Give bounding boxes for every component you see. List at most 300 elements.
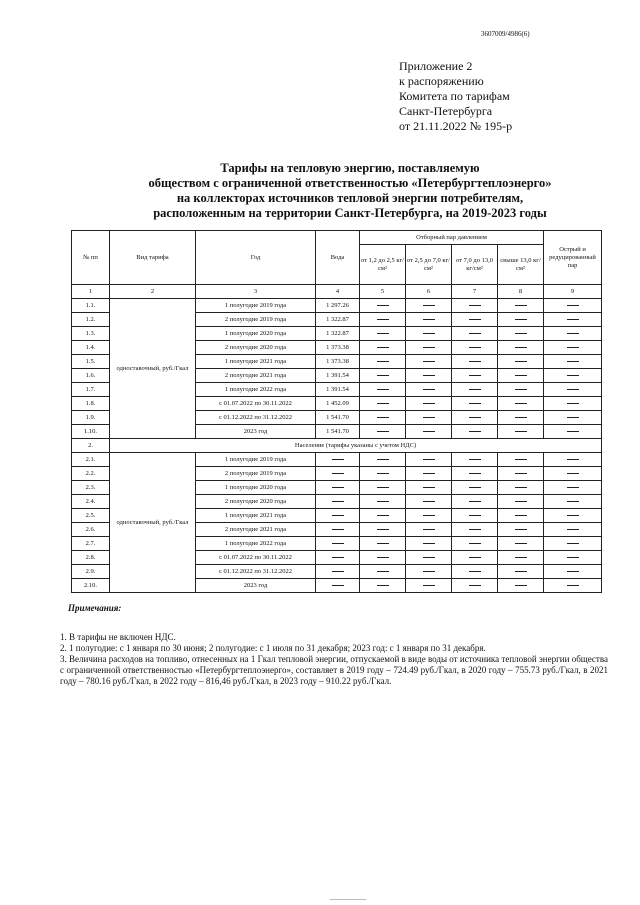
tariffs-table <box>71 230 602 593</box>
empty-value <box>406 383 452 397</box>
dash-mark <box>469 473 481 474</box>
empty-value <box>452 299 498 313</box>
empty-value <box>316 453 360 467</box>
dash-mark <box>567 389 579 390</box>
dash-mark <box>423 473 435 474</box>
empty-value <box>452 467 498 481</box>
row-period: 2 полугодие 2020 года <box>196 495 316 509</box>
empty-value <box>498 411 544 425</box>
dash-mark <box>515 585 527 586</box>
empty-value <box>316 509 360 523</box>
row-number: 2.9. <box>72 565 110 579</box>
empty-value <box>544 313 602 327</box>
table-row <box>72 299 602 313</box>
empty-value <box>406 369 452 383</box>
dash-mark <box>332 585 344 586</box>
appendix-block <box>399 59 512 134</box>
dash-mark <box>469 459 481 460</box>
empty-value <box>316 481 360 495</box>
empty-value <box>452 411 498 425</box>
empty-value <box>360 299 406 313</box>
dash-mark <box>469 403 481 404</box>
dash-mark <box>515 487 527 488</box>
empty-value <box>498 509 544 523</box>
dash-mark <box>377 417 389 418</box>
row-number: 2.8. <box>72 551 110 565</box>
dash-mark <box>515 361 527 362</box>
dash-mark <box>567 487 579 488</box>
row-period: 1 полугодие 2019 года <box>196 453 316 467</box>
row-number: 1.8. <box>72 397 110 411</box>
dash-mark <box>515 347 527 348</box>
dash-mark <box>469 305 481 306</box>
column-number-row <box>72 285 602 299</box>
empty-value <box>406 481 452 495</box>
dash-mark <box>469 515 481 516</box>
water-tariff: 1 452.09 <box>316 397 360 411</box>
column-number: 7 <box>452 285 498 299</box>
header-sharp-steam: Острый и редуцированный пар <box>544 231 602 285</box>
section-title: Население (тарифы указаны с учетом НДС) <box>110 439 602 453</box>
dash-mark <box>469 417 481 418</box>
empty-value <box>544 299 602 313</box>
empty-value <box>406 425 452 439</box>
empty-value <box>544 481 602 495</box>
empty-value <box>360 411 406 425</box>
empty-value <box>316 495 360 509</box>
dash-mark <box>469 529 481 530</box>
dash-mark <box>377 347 389 348</box>
empty-value <box>360 425 406 439</box>
empty-value <box>406 565 452 579</box>
empty-value <box>360 467 406 481</box>
dash-mark <box>377 375 389 376</box>
empty-value <box>544 341 602 355</box>
empty-value <box>544 565 602 579</box>
empty-value <box>544 411 602 425</box>
section-number: 2. <box>72 439 110 453</box>
empty-value <box>406 453 452 467</box>
dash-mark <box>423 487 435 488</box>
empty-value <box>360 537 406 551</box>
dash-mark <box>332 571 344 572</box>
dash-mark <box>469 571 481 572</box>
dash-mark <box>423 333 435 334</box>
column-number: 8 <box>498 285 544 299</box>
empty-value <box>544 509 602 523</box>
empty-value <box>452 509 498 523</box>
empty-value <box>498 467 544 481</box>
empty-value <box>498 355 544 369</box>
dash-mark <box>469 557 481 558</box>
dash-mark <box>423 459 435 460</box>
dash-mark <box>332 459 344 460</box>
empty-value <box>406 355 452 369</box>
empty-value <box>544 467 602 481</box>
dash-mark <box>423 543 435 544</box>
row-number: 1.10. <box>72 425 110 439</box>
dash-mark <box>469 375 481 376</box>
empty-value <box>498 495 544 509</box>
dash-mark <box>423 585 435 586</box>
empty-value <box>360 355 406 369</box>
row-period: 2 полугодие 2019 года <box>196 313 316 327</box>
dash-mark <box>567 543 579 544</box>
appendix-line: к распоряжению <box>399 74 484 88</box>
dash-mark <box>377 361 389 362</box>
dash-mark <box>469 361 481 362</box>
dash-mark <box>515 571 527 572</box>
dash-mark <box>377 319 389 320</box>
dash-mark <box>567 515 579 516</box>
row-number: 2.10. <box>72 579 110 593</box>
dash-mark <box>423 431 435 432</box>
empty-value <box>544 327 602 341</box>
empty-value <box>452 565 498 579</box>
empty-value <box>316 537 360 551</box>
water-tariff: 1 373.38 <box>316 341 360 355</box>
empty-value <box>316 579 360 593</box>
dash-mark <box>515 459 527 460</box>
note-item: 1. В тарифы не включен НДС. <box>60 632 176 642</box>
empty-value <box>406 495 452 509</box>
header-num: № пп <box>72 231 110 285</box>
row-period: с 01.07.2022 по 30.11.2022 <box>196 551 316 565</box>
empty-value <box>544 551 602 565</box>
dash-mark <box>377 487 389 488</box>
tariff-category: одноставочный, руб./Гкал <box>110 453 196 593</box>
empty-value <box>452 551 498 565</box>
dash-mark <box>515 473 527 474</box>
dash-mark <box>515 529 527 530</box>
dash-mark <box>377 305 389 306</box>
empty-value <box>498 327 544 341</box>
empty-value <box>498 299 544 313</box>
row-period: 1 полугодие 2021 года <box>196 509 316 523</box>
row-period: 1 полугодие 2020 года <box>196 481 316 495</box>
dash-mark <box>377 543 389 544</box>
row-period: с 01.07.2022 по 30.11.2022 <box>196 397 316 411</box>
table-row <box>72 453 602 467</box>
empty-value <box>544 537 602 551</box>
empty-value <box>316 551 360 565</box>
dash-mark <box>377 389 389 390</box>
dash-mark <box>423 515 435 516</box>
column-number: 1 <box>72 285 110 299</box>
dash-mark <box>469 347 481 348</box>
empty-value <box>544 523 602 537</box>
row-period: 1 полугодие 2020 года <box>196 327 316 341</box>
note-item: 3. Величина расходов на топливо, отнесенных на 1 Гкал тепловой энергии, отпускаемой в виде воды от источника тепловой энергии общества с ограниченной ответственностью «Петербургтеплоэнерго», составляет в 2019 году – 724.49 руб./Гкал, в 2020 году – 755.73 руб./Гкал, в 2021 году – 780.16 руб./Гкал, в 2022 году – 816,46 руб./Гкал, в 2023 году – 910.22 руб./Гкал. <box>60 654 608 686</box>
empty-value <box>452 537 498 551</box>
dash-mark <box>332 515 344 516</box>
dash-mark <box>469 319 481 320</box>
dash-mark <box>423 375 435 376</box>
dash-mark <box>377 333 389 334</box>
empty-value <box>360 453 406 467</box>
title-line: на коллекторах источников тепловой энергии потребителям, <box>176 191 524 205</box>
appendix-line: Санкт-Петербурга <box>399 104 493 118</box>
empty-value <box>360 383 406 397</box>
dash-mark <box>515 389 527 390</box>
column-number: 9 <box>544 285 602 299</box>
row-number: 2.5. <box>72 509 110 523</box>
row-period: 1 полугодие 2021 года <box>196 355 316 369</box>
dash-mark <box>567 319 579 320</box>
empty-value <box>406 537 452 551</box>
dash-mark <box>332 501 344 502</box>
empty-value <box>316 467 360 481</box>
row-number: 1.4. <box>72 341 110 355</box>
column-number: 4 <box>316 285 360 299</box>
header-water: Вода <box>316 231 360 285</box>
dash-mark <box>567 501 579 502</box>
row-period: с 01.12.2022 по 31.12.2022 <box>196 565 316 579</box>
title-line: расположенным на территории Санкт-Петербурга, на 2019-2023 годы <box>153 206 547 220</box>
dash-mark <box>423 571 435 572</box>
empty-value <box>544 425 602 439</box>
row-number: 1.7. <box>72 383 110 397</box>
empty-value <box>452 355 498 369</box>
empty-value <box>452 481 498 495</box>
empty-value <box>498 453 544 467</box>
row-period: 2 полугодие 2021 года <box>196 369 316 383</box>
row-number: 2.3. <box>72 481 110 495</box>
water-tariff: 1 322.87 <box>316 327 360 341</box>
dash-mark <box>332 543 344 544</box>
notes-block <box>60 603 608 687</box>
empty-value <box>360 509 406 523</box>
section-header-row <box>72 439 602 453</box>
empty-value <box>360 481 406 495</box>
empty-value <box>360 495 406 509</box>
empty-value <box>360 565 406 579</box>
dash-mark <box>515 543 527 544</box>
header-steam-1: от 1,2 до 2,5 кг/см² <box>360 245 406 285</box>
water-tariff: 1 541.70 <box>316 425 360 439</box>
water-tariff: 1 391.54 <box>316 369 360 383</box>
empty-value <box>316 565 360 579</box>
column-number: 5 <box>360 285 406 299</box>
empty-value <box>406 397 452 411</box>
dash-mark <box>377 459 389 460</box>
empty-value <box>452 453 498 467</box>
dash-mark <box>469 501 481 502</box>
empty-value <box>360 397 406 411</box>
empty-value <box>498 537 544 551</box>
dash-mark <box>567 571 579 572</box>
dash-mark <box>423 347 435 348</box>
empty-value <box>406 411 452 425</box>
dash-mark <box>567 333 579 334</box>
dash-mark <box>423 403 435 404</box>
header-tariff-type: Вид тарифа <box>110 231 196 285</box>
row-number: 1.3. <box>72 327 110 341</box>
empty-value <box>452 397 498 411</box>
header-steam-2: от 2,5 до 7,0 кг/см² <box>406 245 452 285</box>
dash-mark <box>567 431 579 432</box>
dash-mark <box>423 389 435 390</box>
dash-mark <box>515 557 527 558</box>
row-number: 2.6. <box>72 523 110 537</box>
water-tariff: 1 391.54 <box>316 383 360 397</box>
dash-mark <box>423 417 435 418</box>
dash-mark <box>469 585 481 586</box>
water-tariff: 1 297.26 <box>316 299 360 313</box>
dash-mark <box>377 515 389 516</box>
dash-mark <box>377 431 389 432</box>
row-period: 2 полугодие 2021 года <box>196 523 316 537</box>
empty-value <box>544 579 602 593</box>
row-number: 1.1. <box>72 299 110 313</box>
dash-mark <box>515 403 527 404</box>
empty-value <box>452 579 498 593</box>
row-number: 1.6. <box>72 369 110 383</box>
row-number: 2.4. <box>72 495 110 509</box>
dash-mark <box>377 529 389 530</box>
dash-mark <box>469 333 481 334</box>
dash-mark <box>332 557 344 558</box>
notes-title: Примечания: <box>68 603 122 613</box>
dash-mark <box>567 459 579 460</box>
empty-value <box>406 523 452 537</box>
empty-value <box>406 299 452 313</box>
appendix-line: от 21.11.2022 № 195-р <box>399 119 513 133</box>
dash-mark <box>332 529 344 530</box>
header-steam-group: Отборный пар давлением <box>360 231 544 245</box>
dash-mark <box>469 431 481 432</box>
dash-mark <box>515 431 527 432</box>
dash-mark <box>515 333 527 334</box>
empty-value <box>406 551 452 565</box>
empty-value <box>498 551 544 565</box>
empty-value <box>452 369 498 383</box>
dash-mark <box>423 319 435 320</box>
appendix-line: Комитета по тарифам <box>399 89 510 103</box>
dash-mark <box>515 305 527 306</box>
column-number: 3 <box>196 285 316 299</box>
dash-mark <box>567 361 579 362</box>
dash-mark <box>515 319 527 320</box>
row-number: 2.1. <box>72 453 110 467</box>
empty-value <box>360 579 406 593</box>
empty-value <box>452 383 498 397</box>
dash-mark <box>377 501 389 502</box>
dash-mark <box>469 389 481 390</box>
dash-mark <box>377 571 389 572</box>
empty-value <box>452 425 498 439</box>
empty-value <box>452 341 498 355</box>
header-year: Год <box>196 231 316 285</box>
dash-mark <box>567 585 579 586</box>
empty-value <box>406 579 452 593</box>
dash-mark <box>567 305 579 306</box>
empty-value <box>360 369 406 383</box>
dash-mark <box>567 473 579 474</box>
row-period: 2023 год <box>196 425 316 439</box>
footer-mark <box>330 899 366 900</box>
dash-mark <box>423 361 435 362</box>
empty-value <box>360 523 406 537</box>
dash-mark <box>423 529 435 530</box>
empty-value <box>360 327 406 341</box>
empty-value <box>498 565 544 579</box>
empty-value <box>544 369 602 383</box>
dash-mark <box>515 417 527 418</box>
title-line: Тарифы на тепловую энергию, поставляемую <box>220 161 480 175</box>
row-number: 1.9. <box>72 411 110 425</box>
empty-value <box>498 341 544 355</box>
dash-mark <box>515 375 527 376</box>
dash-mark <box>332 473 344 474</box>
empty-value <box>544 355 602 369</box>
water-tariff: 1 541.70 <box>316 411 360 425</box>
row-number: 1.2. <box>72 313 110 327</box>
empty-value <box>498 523 544 537</box>
empty-value <box>544 453 602 467</box>
row-period: 1 полугодие 2019 года <box>196 299 316 313</box>
row-period: 1 полугодие 2022 года <box>196 537 316 551</box>
dash-mark <box>567 529 579 530</box>
title-line: обществом с ограниченной ответственностью «Петербургтеплоэнерго» <box>148 176 552 190</box>
empty-value <box>498 579 544 593</box>
dash-mark <box>567 347 579 348</box>
empty-value <box>498 383 544 397</box>
table-body <box>72 299 602 593</box>
tariff-category: одноставочный, руб./Гкал <box>110 299 196 439</box>
row-number: 2.7. <box>72 537 110 551</box>
empty-value <box>544 495 602 509</box>
empty-value <box>406 313 452 327</box>
empty-value <box>406 509 452 523</box>
dash-mark <box>332 487 344 488</box>
dash-mark <box>567 375 579 376</box>
empty-value <box>452 327 498 341</box>
empty-value <box>544 383 602 397</box>
empty-value <box>360 551 406 565</box>
dash-mark <box>377 557 389 558</box>
appendix-line: Приложение 2 <box>399 59 473 73</box>
column-number: 6 <box>406 285 452 299</box>
row-period: с 01.12.2022 по 31.12.2022 <box>196 411 316 425</box>
dash-mark <box>377 403 389 404</box>
empty-value <box>498 369 544 383</box>
empty-value <box>498 481 544 495</box>
row-period: 2 полугодие 2020 года <box>196 341 316 355</box>
empty-value <box>498 313 544 327</box>
document-code: 3607009/4986(6) <box>481 30 530 38</box>
dash-mark <box>377 585 389 586</box>
dash-mark <box>567 403 579 404</box>
row-period: 1 полугодие 2022 года <box>196 383 316 397</box>
empty-value <box>498 425 544 439</box>
empty-value <box>452 313 498 327</box>
header-steam-3: от 7,0 до 13,0 кг/см² <box>452 245 498 285</box>
document-title <box>100 161 600 221</box>
water-tariff: 1 373.38 <box>316 355 360 369</box>
dash-mark <box>515 501 527 502</box>
water-tariff: 1 322.87 <box>316 313 360 327</box>
row-period: 2 полугодие 2019 года <box>196 467 316 481</box>
dash-mark <box>423 501 435 502</box>
dash-mark <box>377 473 389 474</box>
column-number: 2 <box>110 285 196 299</box>
dash-mark <box>423 557 435 558</box>
dash-mark <box>567 557 579 558</box>
empty-value <box>316 523 360 537</box>
empty-value <box>452 495 498 509</box>
empty-value <box>406 341 452 355</box>
